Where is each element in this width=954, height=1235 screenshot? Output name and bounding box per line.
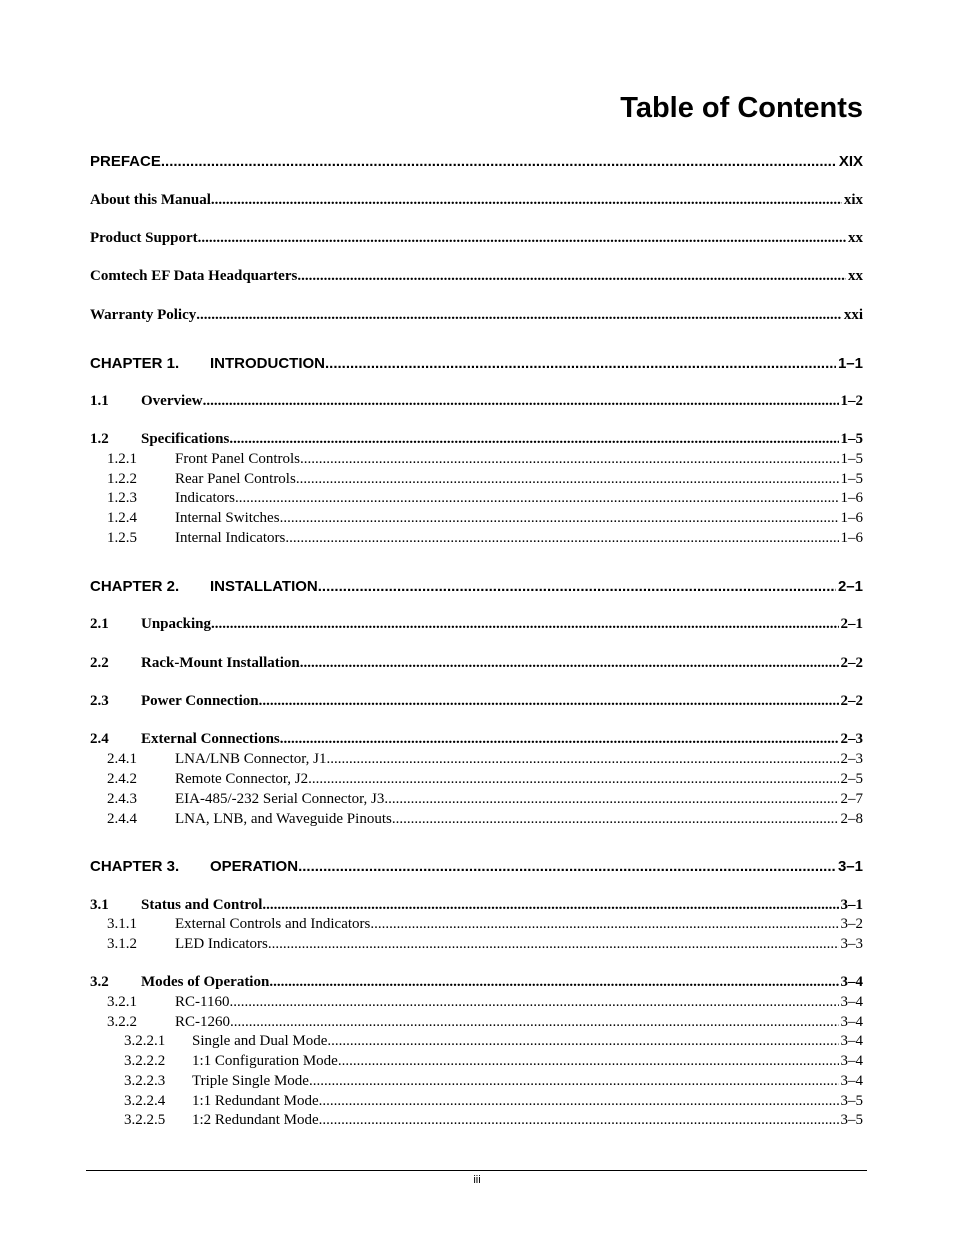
toc-entry[interactable]: [124, 1112, 863, 1132]
dot-leader: [285, 530, 838, 547]
toc-entry-label: [124, 1112, 319, 1129]
toc-entry-title: LED Indicators: [175, 936, 268, 952]
toc-entry-number: 3.2.2.3: [124, 1073, 166, 1089]
toc-entry-label: [124, 1053, 338, 1070]
toc-entry-page: 2–3: [840, 751, 863, 767]
toc-entry-page: 2–8: [840, 811, 863, 827]
dot-leader: [262, 897, 838, 914]
dot-leader: [297, 268, 846, 285]
toc-entry-title: Specifications: [141, 431, 230, 447]
toc-entry-number: 2.4.4: [107, 811, 137, 827]
toc-entry-number: 2.4: [90, 731, 109, 747]
toc-entry-title: Remote Connector, J2: [175, 771, 309, 787]
toc-entry-page: 2–2: [840, 693, 863, 709]
toc-entry-page: 1–6: [840, 530, 863, 546]
toc-entry-title: PREFACE: [90, 153, 161, 170]
dot-leader: [384, 791, 838, 808]
dot-leader: [308, 771, 838, 788]
toc-entry-title: Front Panel Controls: [175, 451, 301, 467]
toc-entry-page: XIX: [838, 153, 863, 170]
toc-entry-page: 3–4: [840, 974, 863, 990]
toc-entry-title: Unpacking: [141, 616, 212, 632]
toc-entry[interactable]: [90, 693, 863, 713]
toc-entry-number: 1.2.1: [107, 451, 137, 467]
toc-entry-page: xx: [848, 268, 863, 284]
toc-entry-page: xx: [848, 230, 863, 246]
dot-leader: [280, 731, 839, 748]
toc-entry-number: 3.2.2.5: [124, 1112, 166, 1128]
toc-entry-number: 3.2.1: [107, 994, 137, 1010]
toc-entry[interactable]: [107, 490, 863, 510]
toc-entry-page: 1–2: [840, 393, 863, 409]
toc-entry-page: 2–3: [840, 731, 863, 747]
toc-entry-page: 1–5: [840, 431, 863, 447]
toc-entry[interactable]: [107, 811, 863, 831]
toc-entry-page: 2–1: [840, 616, 863, 632]
toc-entry[interactable]: [124, 1093, 863, 1113]
toc-entry-page: 3–5: [840, 1093, 863, 1109]
toc-entry-title: INSTALLATION: [210, 578, 318, 595]
toc-entry[interactable]: [90, 974, 863, 994]
dot-leader: [230, 1014, 838, 1031]
toc-entry-number: 1.2: [90, 431, 109, 447]
toc-entry-number: 3.2.2: [107, 1014, 137, 1030]
toc-entry[interactable]: [107, 451, 863, 471]
toc-entry[interactable]: [90, 731, 863, 751]
toc-entry-number: 3.1.1: [107, 916, 137, 932]
toc-entry-page: 3–1: [840, 897, 863, 913]
toc-entry-title: LNA, LNB, and Waveguide Pinouts: [175, 811, 392, 827]
toc-entry-page: 3–3: [840, 936, 863, 952]
toc-entry-title: Internal Indicators: [175, 530, 286, 546]
toc-entry-number: CHAPTER 2.: [90, 578, 180, 595]
dot-leader: [296, 471, 839, 488]
dot-leader: [300, 655, 839, 672]
dot-leader: [235, 490, 839, 507]
dot-leader: [298, 858, 836, 875]
toc-entry-page: 2–1: [837, 578, 863, 595]
toc-entry-title: Rear Panel Controls: [175, 471, 296, 487]
toc-entry-number: 3.1.2: [107, 936, 137, 952]
toc-entry-number: 1.2.2: [107, 471, 137, 487]
toc-entry-number: 3.1: [90, 897, 109, 913]
dot-leader: [338, 1053, 839, 1070]
toc-entry[interactable]: [124, 1033, 863, 1053]
toc-entry-page: 2–7: [840, 791, 863, 807]
toc-entry-label: [107, 1014, 230, 1031]
dot-leader: [327, 1033, 838, 1050]
toc-entry-title: Modes of Operation: [141, 974, 270, 990]
toc-entry-title: 1:1 Redundant Mode: [192, 1093, 319, 1109]
toc-entry-label: [90, 693, 259, 710]
dot-leader: [300, 451, 838, 468]
dot-leader: [211, 192, 842, 209]
toc-entry-label: [90, 355, 325, 372]
toc-entry-title: INTRODUCTION: [210, 355, 325, 372]
toc-entry-label: [124, 1093, 319, 1110]
toc-entry[interactable]: [90, 153, 863, 173]
toc-entry[interactable]: [107, 771, 863, 791]
toc-entry-label: [107, 916, 370, 933]
toc-entry[interactable]: [90, 230, 863, 250]
toc-entry-title: Warranty Policy: [90, 307, 197, 323]
dot-leader: [229, 994, 838, 1011]
dot-leader: [326, 751, 838, 768]
toc-entry-number: CHAPTER 1.: [90, 355, 180, 372]
toc-entry-number: 2.3: [90, 693, 109, 709]
dot-leader: [318, 578, 836, 595]
toc-entry-label: [90, 616, 211, 633]
toc-entry-label: [90, 268, 297, 285]
toc-entry-label: [90, 307, 196, 324]
toc-entry-page: 3–5: [840, 1112, 863, 1128]
toc-entry-title: 1:1 Configuration Mode: [192, 1053, 338, 1069]
toc-entry-label: [107, 530, 285, 547]
footer-divider: [86, 1170, 867, 1171]
toc-entry-number: 1.2.5: [107, 530, 137, 546]
toc-entry[interactable]: [124, 1053, 863, 1073]
toc-entry-page: 1–5: [840, 471, 863, 487]
toc-entry-page: 1–6: [840, 510, 863, 526]
toc-entry-label: [124, 1033, 327, 1050]
toc-entry-number: CHAPTER 3.: [90, 858, 180, 875]
toc-entry-page: xxi: [843, 307, 863, 323]
toc-entry-page: 1–6: [840, 490, 863, 506]
toc-entry-label: [107, 994, 229, 1011]
toc-entry-label: [107, 811, 392, 828]
toc-entry-label: [107, 451, 300, 468]
dot-leader: [309, 1073, 839, 1090]
toc-entry-label: [90, 431, 229, 448]
toc-entry-title: Power Connection: [141, 693, 259, 709]
dot-leader: [269, 974, 838, 991]
toc-entry-page: 3–4: [840, 994, 863, 1010]
toc-entry-title: OPERATION: [210, 858, 299, 875]
dot-leader: [259, 693, 839, 710]
toc-entry-page: 2–2: [840, 655, 863, 671]
toc-entry[interactable]: [90, 897, 863, 917]
toc-entry[interactable]: [90, 655, 863, 675]
toc-entry-title: EIA-485/-232 Serial Connector, J3: [175, 791, 385, 807]
toc-entry-page: 3–1: [837, 858, 863, 875]
toc-entry-number: 1.2.4: [107, 510, 137, 526]
toc-entry-label: [90, 858, 298, 875]
toc-entry-title: 1:2 Redundant Mode: [192, 1112, 319, 1128]
toc-entry-page: 3–4: [840, 1053, 863, 1069]
toc-entry-label: [107, 791, 384, 808]
toc-entry[interactable]: [107, 530, 863, 550]
page-title: Table of Contents: [620, 92, 863, 124]
toc-entry-label: [107, 510, 280, 527]
toc-entry-title: External Controls and Indicators: [175, 916, 371, 932]
toc-entry[interactable]: [107, 1014, 863, 1034]
toc-entry[interactable]: [124, 1073, 863, 1093]
toc-entry-number: 2.1: [90, 616, 109, 632]
toc-entry-title: Triple Single Mode: [192, 1073, 309, 1089]
toc-entry[interactable]: [90, 393, 863, 413]
dot-leader: [268, 936, 839, 953]
dot-leader: [319, 1112, 839, 1129]
toc-entry[interactable]: [90, 431, 863, 451]
toc-entry-label: [90, 230, 198, 247]
toc-entry-number: 3.2.2.4: [124, 1093, 166, 1109]
toc-entry-label: [90, 153, 161, 170]
dot-leader: [161, 153, 837, 170]
toc-entry-label: [90, 578, 318, 595]
dot-leader: [229, 431, 838, 448]
toc-entry[interactable]: [107, 791, 863, 811]
dot-leader: [392, 811, 839, 828]
toc-entry-number: 2.4.2: [107, 771, 137, 787]
toc-entry[interactable]: [90, 355, 863, 375]
toc-entry-number: 1.2.3: [107, 490, 137, 506]
dot-leader: [325, 355, 836, 372]
toc-entry-page: 3–2: [840, 916, 863, 932]
toc-entry[interactable]: [107, 916, 863, 936]
toc-entry-label: [107, 771, 308, 788]
toc-entry-number: 1.1: [90, 393, 109, 409]
toc-entry-title: External Connections: [141, 731, 280, 747]
toc-entry[interactable]: [90, 192, 863, 212]
toc-entry-page: 1–5: [840, 451, 863, 467]
toc-entry-title: Rack-Mount Installation: [141, 655, 300, 671]
toc-entry-title: Comtech EF Data Headquarters: [90, 268, 298, 284]
toc-entry-label: [90, 192, 211, 209]
toc-entry-number: 3.2.2.2: [124, 1053, 166, 1069]
toc-entry-title: Single and Dual Mode: [192, 1033, 328, 1049]
toc-entry-label: [124, 1073, 309, 1090]
dot-leader: [211, 616, 838, 633]
toc-entry[interactable]: [90, 616, 863, 636]
toc-entry[interactable]: [107, 751, 863, 771]
toc-entry-title: Indicators: [175, 490, 235, 506]
toc-entry-title: About this Manual: [90, 192, 211, 208]
toc-entry-page: xix: [843, 192, 863, 208]
dot-leader: [198, 230, 846, 247]
dot-leader: [203, 393, 839, 410]
toc-entry[interactable]: [107, 994, 863, 1014]
toc-entry-page: 3–4: [840, 1014, 863, 1030]
toc-entry-label: [107, 751, 326, 768]
toc-entry[interactable]: [90, 858, 863, 878]
toc-entry-title: Overview: [141, 393, 203, 409]
toc-entry-label: [107, 471, 296, 488]
dot-leader: [370, 916, 838, 933]
toc-entry-number: 2.4.3: [107, 791, 137, 807]
toc-entry[interactable]: [90, 578, 863, 598]
dot-leader: [280, 510, 839, 527]
toc-entry-label: [90, 393, 203, 410]
toc-entry[interactable]: [90, 307, 863, 327]
toc-entry-title: Status and Control: [141, 897, 263, 913]
toc-entry-label: [107, 490, 235, 507]
toc-entry[interactable]: [107, 510, 863, 530]
toc-entry-page: 3–4: [840, 1033, 863, 1049]
toc-entry-label: [90, 731, 280, 748]
toc-entry[interactable]: [107, 936, 863, 956]
toc-entry-title: RC-1260: [175, 1014, 231, 1030]
toc-entry-label: [90, 974, 269, 991]
toc-entry-title: Product Support: [90, 230, 198, 246]
toc-entry[interactable]: [90, 268, 863, 288]
toc-entry-label: [90, 655, 300, 672]
toc-entry-label: [107, 936, 268, 953]
dot-leader: [196, 307, 842, 324]
toc-entry-label: [90, 897, 262, 914]
toc-entry-number: 3.2.2.1: [124, 1033, 166, 1049]
toc-entry-number: 2.2: [90, 655, 109, 671]
toc-entry-page: 2–5: [840, 771, 863, 787]
toc-entry-title: LNA/LNB Connector, J1: [175, 751, 327, 767]
dot-leader: [319, 1093, 839, 1110]
toc-entry-title: RC-1160: [175, 994, 230, 1010]
toc-entry-number: 2.4.1: [107, 751, 137, 767]
toc-entry-title: Internal Switches: [175, 510, 280, 526]
toc-entry[interactable]: [107, 471, 863, 491]
toc-entry-page: 3–4: [840, 1073, 863, 1089]
page-number: iii: [473, 1174, 481, 1186]
toc-entry-page: 1–1: [837, 355, 863, 372]
toc-entry-number: 3.2: [90, 974, 109, 990]
